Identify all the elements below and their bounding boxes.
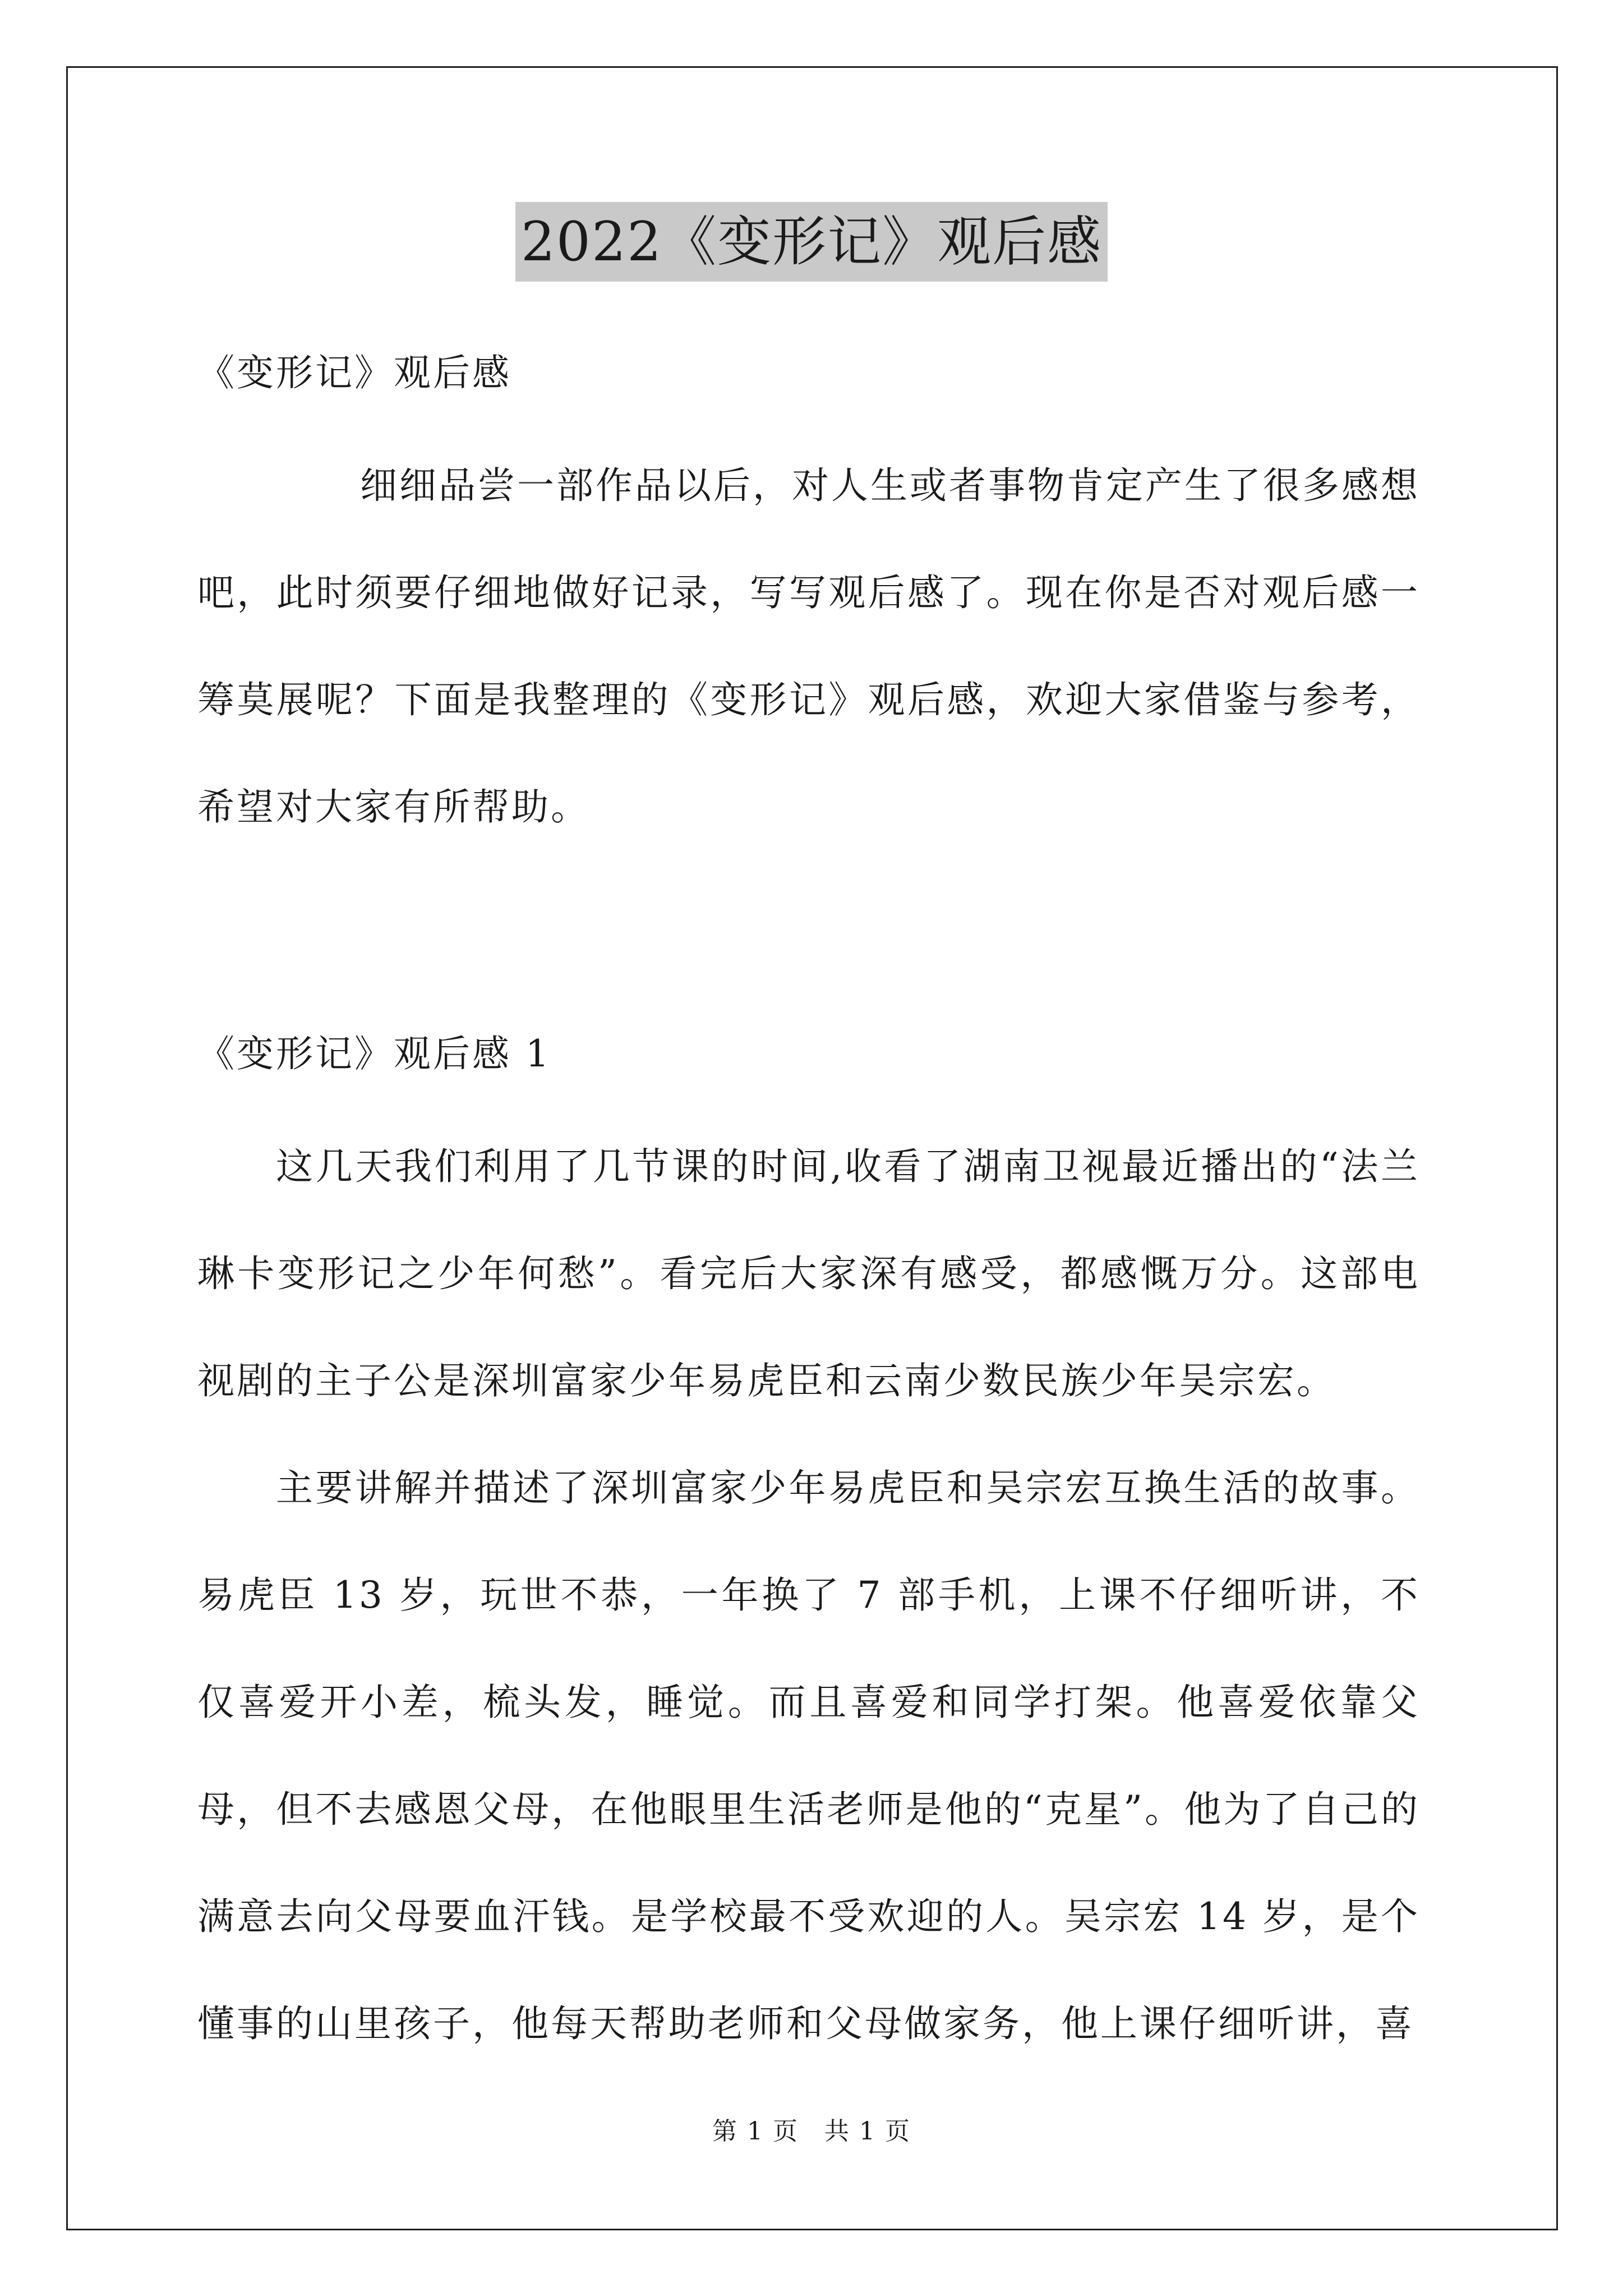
page-footer: 第 1 页 共 1 页 [712, 2117, 911, 2146]
body-paragraph-1: 这几天我们利用了几节课的时间,收看了湖南卫视最近播出的“法兰琳卡变形记之少年何愁”。看完后大家深有感受，都感慨万分。这部电视剧的主子公是深圳富家少年易虎臣和云南少数民族少年吴宗宏。 [197, 1145, 1420, 1402]
title-wrap [0, 202, 1623, 282]
body-paragraph-2: 主要讲解并描述了深圳富家少年易虎臣和吴宗宏互换生活的故事。易虎臣 13 岁，玩世不恭，一年换了 7 部手机，上课不仔细听讲，不仅喜爱开小差，梳头发，睡觉。而且喜爱和同学打架。他喜爱依靠父母，但不去感恩父母，在他眼里生活老师是他的“克星”。他为了自己的满意去向父母要血汗钱。是学校最不受欢迎的人。吴宗宏 14 岁，是个懂事的山里孩子，他每天帮助老师和父母做家务，他上课仔细听讲，喜 [197, 1466, 1420, 2045]
document-body [197, 348, 1420, 2077]
document-subtitle: 《变形记》观后感 [197, 351, 511, 394]
section-heading: 《变形记》观后感 1 [197, 1032, 551, 1075]
document-title: 2022《变形记》观后感 [515, 202, 1108, 282]
intro-paragraph: 细细品尝一部作品以后，对人生或者事物肯定产生了很多感想吧，此时须要仔细地做好记录，写写观后感了。现在你是否对观后感一筹莫展呢？下面是我整理的《变形记》观后感，欢迎大家借鉴与参考，希望对大家有所帮助。 [197, 464, 1420, 829]
